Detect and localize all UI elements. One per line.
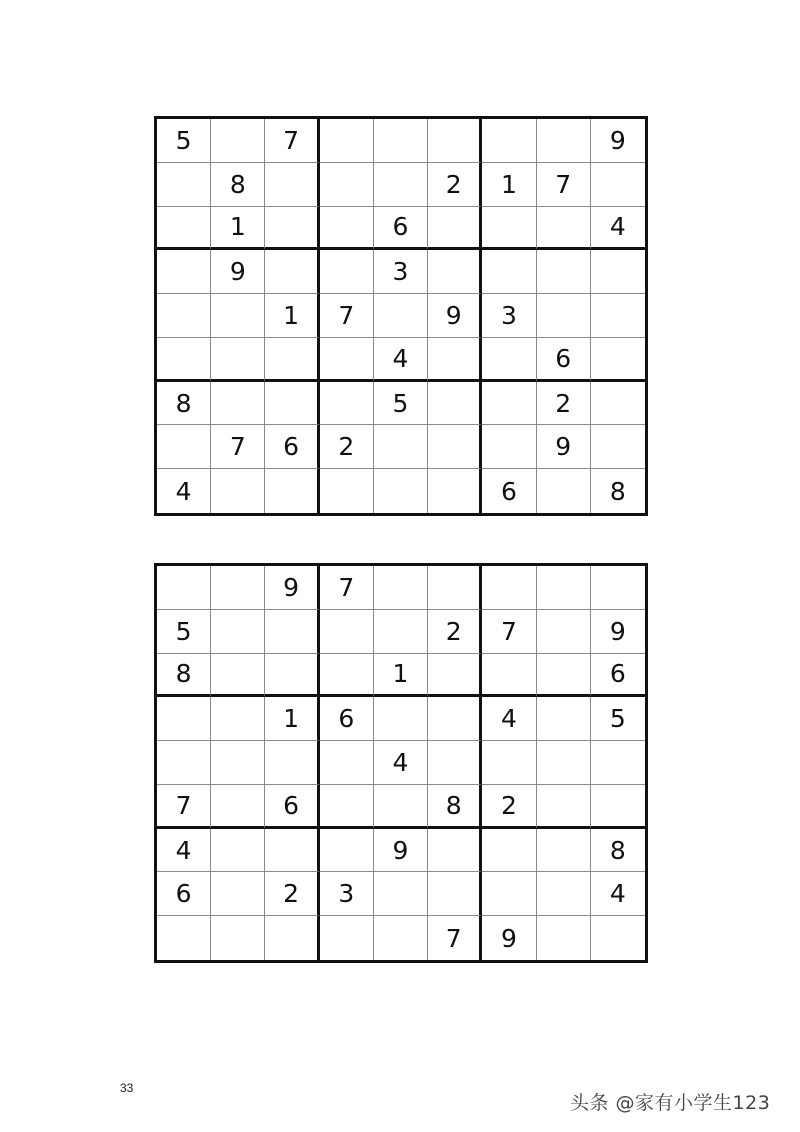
sudoku-cell	[537, 741, 591, 785]
sudoku-cell: 8	[157, 654, 211, 698]
sudoku-cell	[591, 916, 645, 960]
sudoku-cell: 7	[428, 916, 482, 960]
sudoku-cell	[211, 829, 265, 873]
sudoku-cell	[320, 916, 374, 960]
sudoku-cell: 2	[265, 872, 319, 916]
sudoku-cell: 9	[591, 610, 645, 654]
sudoku-cell	[320, 382, 374, 426]
sudoku-cell: 6	[537, 338, 591, 382]
sudoku-cell	[265, 829, 319, 873]
sudoku-cell: 3	[374, 250, 428, 294]
sudoku-cell	[374, 610, 428, 654]
sudoku-cell: 9	[537, 425, 591, 469]
sudoku-cell	[428, 697, 482, 741]
sudoku-cell	[537, 119, 591, 163]
sudoku-cell	[320, 654, 374, 698]
sudoku-cell	[211, 697, 265, 741]
sudoku-cell	[211, 119, 265, 163]
sudoku-cell	[374, 294, 428, 338]
sudoku-cell	[157, 163, 211, 207]
sudoku-cell: 5	[157, 610, 211, 654]
sudoku-cell: 7	[320, 566, 374, 610]
sudoku-cell	[537, 829, 591, 873]
sudoku-grid-1	[154, 116, 648, 516]
sudoku-cell: 8	[211, 163, 265, 207]
sudoku-cell	[374, 119, 428, 163]
sudoku-cell	[157, 207, 211, 251]
sudoku-cell: 2	[428, 610, 482, 654]
sudoku-cell	[265, 469, 319, 513]
sudoku-cell	[537, 916, 591, 960]
sudoku-cell: 4	[591, 872, 645, 916]
sudoku-cell	[428, 872, 482, 916]
sudoku-cell	[428, 250, 482, 294]
sudoku-cell	[157, 250, 211, 294]
sudoku-cell	[591, 741, 645, 785]
sudoku-cell	[591, 785, 645, 829]
sudoku-cell	[537, 250, 591, 294]
sudoku-cell: 8	[609, 476, 626, 506]
sudoku-cell	[374, 697, 428, 741]
sudoku-cell: 8	[428, 785, 482, 829]
sudoku-cell: 7	[537, 163, 591, 207]
sudoku-cell	[320, 610, 374, 654]
sudoku-cell	[265, 250, 319, 294]
sudoku-cell	[374, 469, 428, 513]
watermark-text: 头条 @家有小学生123	[570, 1092, 771, 1114]
sudoku-cell	[211, 469, 265, 513]
sudoku-cell	[591, 566, 645, 610]
sudoku-cell: 5	[374, 382, 428, 426]
sudoku-cell	[157, 741, 211, 785]
sudoku-cell	[428, 654, 482, 698]
sudoku-cell	[211, 294, 265, 338]
sudoku-cell	[482, 338, 536, 382]
sudoku-cell	[482, 382, 536, 426]
sudoku-cell: 7	[157, 785, 211, 829]
sudoku-cell	[157, 425, 211, 469]
sudoku-cell	[211, 741, 265, 785]
sudoku-cell	[482, 250, 536, 294]
sudoku-cell	[591, 338, 645, 382]
sudoku-cell	[428, 566, 482, 610]
sudoku-cell: 6	[265, 425, 319, 469]
sudoku-cell	[320, 163, 374, 207]
sudoku-cell	[374, 785, 428, 829]
sudoku-cell: 6	[157, 872, 211, 916]
sudoku-cell: 5	[157, 119, 211, 163]
sudoku-cell: 2	[428, 163, 482, 207]
sudoku-cell: 2	[320, 425, 374, 469]
sudoku-cell	[320, 741, 374, 785]
sudoku-cell	[157, 338, 211, 382]
sudoku-cell	[157, 916, 211, 960]
sudoku-cell	[211, 785, 265, 829]
sudoku-cell	[211, 382, 265, 426]
sudoku-cell	[320, 207, 374, 251]
sudoku-cell: 2	[537, 382, 591, 426]
sudoku-cell: 7	[320, 294, 374, 338]
sudoku-cell: 4	[157, 829, 211, 873]
sudoku-cell	[537, 872, 591, 916]
sudoku-cell	[211, 654, 265, 698]
sudoku-cell: 1	[374, 654, 428, 698]
sudoku-cell	[482, 872, 536, 916]
sudoku-cell	[428, 829, 482, 873]
sudoku-cell: 4	[157, 469, 211, 513]
sudoku-cell: 4	[374, 338, 428, 382]
sudoku-cell: 4	[482, 697, 536, 741]
sudoku-cell	[537, 207, 591, 251]
sudoku-cell: 5	[591, 697, 645, 741]
sudoku-cell	[537, 294, 591, 338]
sudoku-cell	[482, 207, 536, 251]
sudoku-cell: 7	[482, 610, 536, 654]
sudoku-cell	[265, 338, 319, 382]
sudoku-grid-2	[154, 563, 648, 963]
sudoku-cell: 1	[265, 294, 319, 338]
sudoku-cell: 8	[591, 829, 645, 873]
sudoku-cell: 6	[591, 654, 645, 698]
sudoku-cell	[482, 741, 536, 785]
sudoku-cell	[482, 654, 536, 698]
sudoku-cell	[428, 469, 482, 513]
sudoku-cell	[265, 382, 319, 426]
sudoku-cell	[265, 741, 319, 785]
sudoku-cell	[265, 207, 319, 251]
sudoku-cell	[482, 425, 536, 469]
sudoku-cell	[591, 382, 645, 426]
sudoku-cell	[428, 425, 482, 469]
sudoku-cell	[157, 697, 211, 741]
sudoku-cell: 9	[482, 916, 536, 960]
sudoku-cell	[265, 916, 319, 960]
sudoku-cell	[157, 566, 211, 610]
sudoku-cell	[537, 785, 591, 829]
sudoku-cell	[320, 338, 374, 382]
sudoku-cell	[211, 338, 265, 382]
sudoku-cell	[211, 566, 265, 610]
sudoku-cell	[428, 207, 482, 251]
sudoku-cell: 1	[482, 163, 536, 207]
sudoku-cell: 6	[265, 785, 319, 829]
sudoku-cell	[428, 741, 482, 785]
sudoku-cell	[537, 654, 591, 698]
sudoku-cell: 9	[211, 250, 265, 294]
sudoku-cell: 6	[374, 207, 428, 251]
sudoku-cell: 4	[591, 207, 645, 251]
sudoku-cell	[374, 425, 428, 469]
sudoku-cell	[320, 119, 374, 163]
sudoku-cell: 9	[428, 294, 482, 338]
sudoku-cell	[537, 697, 591, 741]
sudoku-cell	[537, 469, 591, 513]
sudoku-cell: 3	[482, 294, 536, 338]
sudoku-cell	[428, 119, 482, 163]
sudoku-cell: 7	[211, 425, 265, 469]
sudoku-cell: 6	[320, 697, 374, 741]
sudoku-cell	[265, 654, 319, 698]
sudoku-cell: 1	[265, 697, 319, 741]
sudoku-cell: 4	[374, 741, 428, 785]
sudoku-cell: 9	[374, 829, 428, 873]
sudoku-cell	[591, 163, 645, 207]
sudoku-cell: 3	[320, 872, 374, 916]
sudoku-cell	[211, 872, 265, 916]
sudoku-cell	[265, 163, 319, 207]
sudoku-cell: 2	[482, 785, 536, 829]
sudoku-cell: 9	[265, 566, 319, 610]
sudoku-cell	[157, 294, 211, 338]
sudoku-cell	[211, 916, 265, 960]
sudoku-cell	[374, 566, 428, 610]
page-number: 33	[120, 1081, 134, 1095]
sudoku-cell	[320, 829, 374, 873]
sudoku-cell	[591, 250, 645, 294]
sudoku-cell	[537, 566, 591, 610]
sudoku-cell: 9	[591, 119, 645, 163]
sudoku-cell: 6	[482, 469, 536, 513]
sudoku-cell	[591, 425, 645, 469]
sudoku-cell	[374, 872, 428, 916]
sudoku-cell	[482, 119, 536, 163]
sudoku-cell	[428, 338, 482, 382]
sudoku-cell	[211, 610, 265, 654]
sudoku-cell	[374, 163, 428, 207]
sudoku-cell: 1	[211, 207, 265, 251]
sudoku-cell	[482, 829, 536, 873]
sudoku-cell	[265, 610, 319, 654]
sudoku-cell	[320, 785, 374, 829]
sudoku-cell	[591, 294, 645, 338]
sudoku-cell: 7	[265, 119, 319, 163]
sudoku-cell	[428, 382, 482, 426]
sudoku-cell	[320, 250, 374, 294]
sudoku-cell	[537, 610, 591, 654]
sudoku-cell	[482, 566, 536, 610]
sudoku-cell: 8	[157, 382, 211, 426]
sudoku-cell	[320, 469, 374, 513]
sudoku-cell	[374, 916, 428, 960]
